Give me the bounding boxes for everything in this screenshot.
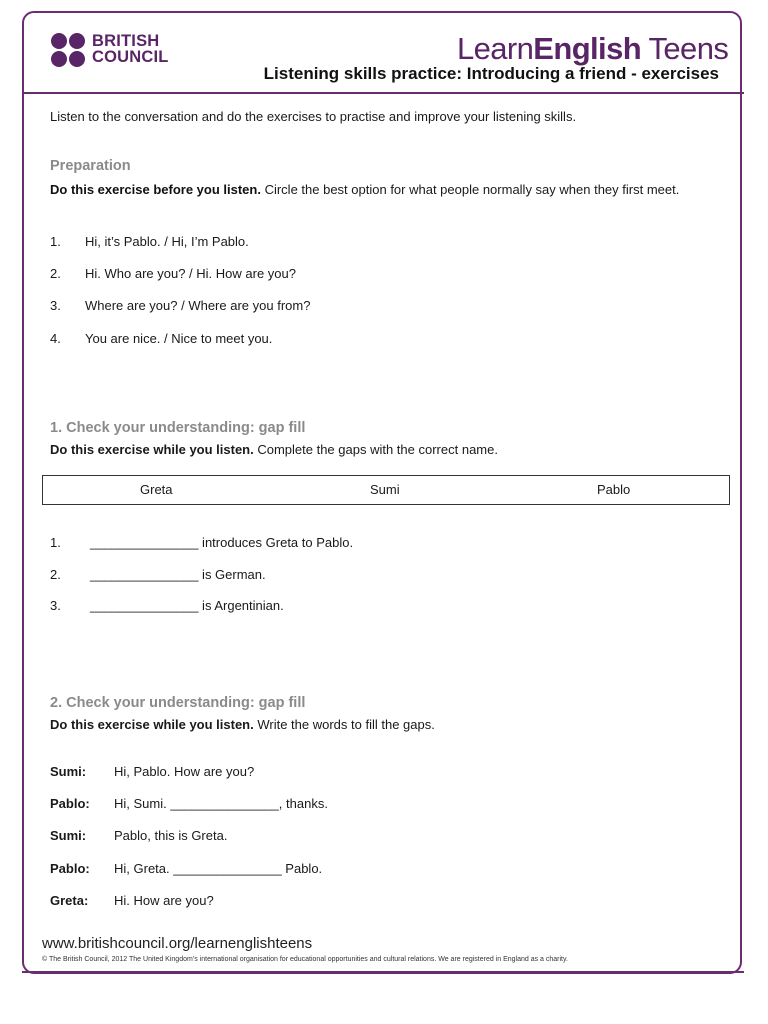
name-option: Sumi — [370, 482, 400, 497]
dialogue-line: Pablo, this is Greta. — [114, 828, 228, 843]
preparation-instruction — [50, 181, 722, 198]
prep-item-options: Hi, it’s Pablo. / Hi, I’m Pablo. — [85, 234, 249, 249]
document-title: Listening skills practice: Introducing a friend - exercises — [263, 64, 719, 83]
exercise2-instruction-bold: Do this exercise while you listen. — [50, 717, 254, 732]
exercise1-heading: 1. Check your understanding: gap fill — [50, 420, 306, 436]
ex1-item-text: _______________ is German. — [90, 567, 266, 582]
prep-item-options: Where are you? / Where are you from? — [85, 298, 311, 313]
prep-item-options: Hi. Who are you? / Hi. How are you? — [85, 266, 296, 281]
dialogue-line: Hi, Pablo. How are you? — [114, 764, 255, 779]
dialogue-line: Hi, Greta. _______________ Pablo. — [114, 861, 323, 876]
learnenglish-teens-logo — [457, 30, 728, 68]
logo-text-line2: COUNCIL — [92, 48, 169, 66]
ex1-item-text: _______________ is Argentinian. — [90, 598, 284, 613]
exercise1-instruction-bold: Do this exercise while you listen. — [50, 442, 254, 457]
exercise2-instruction-rest: Write the words to fill the gaps. — [253, 717, 435, 732]
ex1-item-text: _______________ introduces Greta to Pablo. — [90, 535, 354, 550]
preparation-instruction-bold: Do this exercise before you listen. — [50, 182, 261, 197]
dialogue-speaker: Pablo: — [50, 796, 90, 811]
prep-item-number: 2. — [50, 266, 61, 281]
exercise2-instruction — [50, 717, 435, 732]
ex1-item-number: 1. — [50, 535, 61, 550]
dialogue-speaker: Greta: — [50, 893, 89, 908]
logo-teens: Teens — [641, 31, 729, 66]
ex1-item-number: 3. — [50, 598, 61, 613]
name-options-box — [42, 475, 730, 505]
ex1-item-number: 2. — [50, 567, 61, 582]
dialogue-line: Hi. How are you? — [114, 893, 214, 908]
prep-item-number: 1. — [50, 234, 61, 249]
preparation-instruction-rest: Circle the best option for what people normally say when they first meet. — [260, 182, 680, 197]
exercise2-heading: 2. Check your understanding: gap fill — [50, 695, 306, 711]
logo-text-line1: BRITISH — [92, 32, 160, 50]
british-council-logo — [50, 32, 180, 70]
intro-text: Listen to the conversation and do the exercises to practise and improve your listening skills. — [50, 109, 577, 124]
prep-item-options: You are nice. / Nice to meet you. — [85, 331, 273, 346]
dialogue-line: Hi, Sumi. _______________, thanks. — [114, 796, 328, 811]
name-option: Pablo — [597, 482, 631, 497]
exercise1-instruction — [50, 442, 498, 457]
dialogue-speaker: Sumi: — [50, 764, 87, 779]
name-option: Greta — [140, 482, 173, 497]
prep-item-number: 3. — [50, 298, 61, 313]
logo-english: English — [533, 31, 642, 66]
dialogue-speaker: Pablo: — [50, 861, 90, 876]
header-divider — [22, 92, 744, 94]
dialogue-speaker: Sumi: — [50, 828, 87, 843]
footer-url[interactable]: www.britishcouncil.org/learnenglishteens — [42, 935, 313, 952]
preparation-heading: Preparation — [50, 158, 131, 174]
footer-copyright: © The British Council, 2012 The United Kingdom’s international organisation for educational opportunities and cultural relations. We are registered in England as a charity. — [42, 956, 568, 963]
prep-item-number: 4. — [50, 331, 61, 346]
exercise1-instruction-rest: Complete the gaps with the correct name. — [253, 442, 498, 457]
logo-learn: Learn — [457, 31, 534, 66]
footer-divider — [22, 971, 744, 973]
british-council-dots-icon — [50, 32, 90, 68]
